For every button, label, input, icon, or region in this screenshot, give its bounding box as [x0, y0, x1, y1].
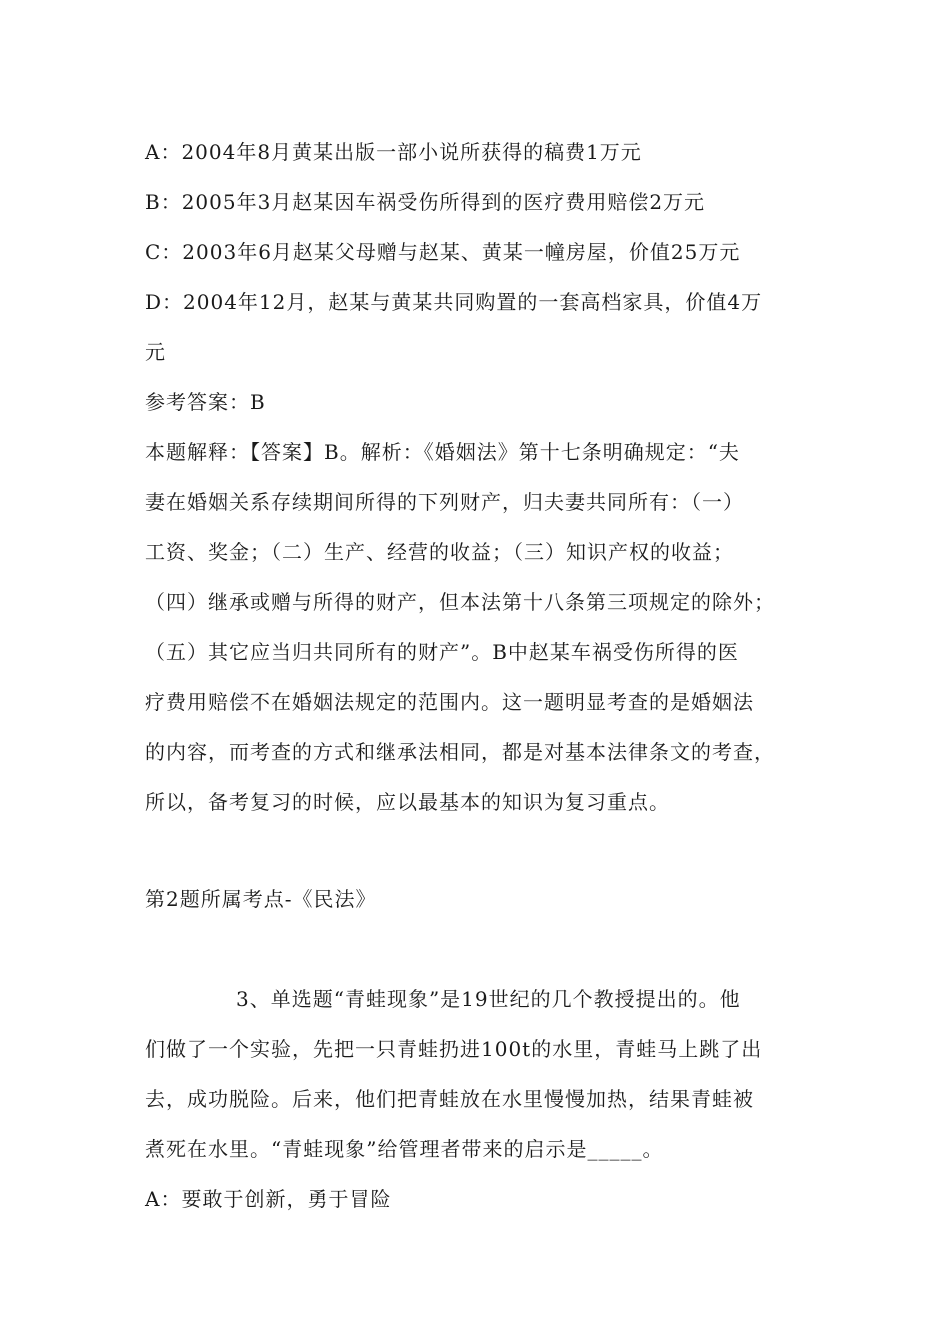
q2-option-d: D：2004年12月，赵某与黄某共同购置的一套高档家具，价值4万	[145, 290, 763, 314]
explanation-line: 妻在婚姻关系存续期间所得的下列财产，归夫妻共同所有：（一）	[145, 490, 744, 514]
explanation-line: （五）其它应当归共同所有的财产”。B中赵某车祸受伤所得的医	[145, 640, 739, 664]
explanation-line: 疗费用赔偿不在婚姻法规定的范围内。这一题明显考查的是婚姻法	[145, 690, 754, 714]
explanation-line: 的内容，而考查的方式和继承法相同，都是对基本法律条文的考查，	[145, 740, 775, 764]
explanation-line: （四）继承或赠与所得的财产，但本法第十八条第三项规定的除外；	[145, 590, 775, 614]
q3-stem-line: 煮死在水里。“青蛙现象”给管理者带来的启示是_____。	[145, 1137, 664, 1161]
q2-option-a: A：2004年8月黄某出版一部小说所获得的稿费1万元	[145, 140, 642, 164]
explanation-line: 本题解释：【答案】B。解析：《婚姻法》第十七条明确规定：“夫	[145, 440, 740, 464]
reference-answer: 参考答案：B	[145, 390, 266, 414]
q2-option-b: B：2005年3月赵某因车祸受伤所得到的医疗费用赔偿2万元	[145, 190, 706, 214]
q3-stem-line: 去，成功脱险。后来，他们把青蛙放在水里慢慢加热，结果青蛙被	[145, 1087, 754, 1111]
q3-option-a: A：要敢于创新，勇于冒险	[145, 1187, 392, 1211]
q3-stem-line: 们做了一个实验，先把一只青蛙扔进100t的水里，青蛙马上跳了出	[145, 1037, 763, 1061]
q3-stem-line: 3、单选题“青蛙现象”是19世纪的几个教授提出的。他	[236, 987, 741, 1011]
q2-option-c: C：2003年6月赵某父母赠与赵某、黄某一幢房屋，价值25万元	[145, 240, 741, 264]
explanation-line: 所以，备考复习的时候，应以最基本的知识为复习重点。	[145, 790, 670, 814]
q2-option-d-cont: 元	[145, 340, 166, 364]
explanation-line: 工资、奖金；（二）生产、经营的收益；（三）知识产权的收益；	[145, 540, 734, 564]
topic-label: 第2题所属考点-《民法》	[145, 887, 377, 911]
